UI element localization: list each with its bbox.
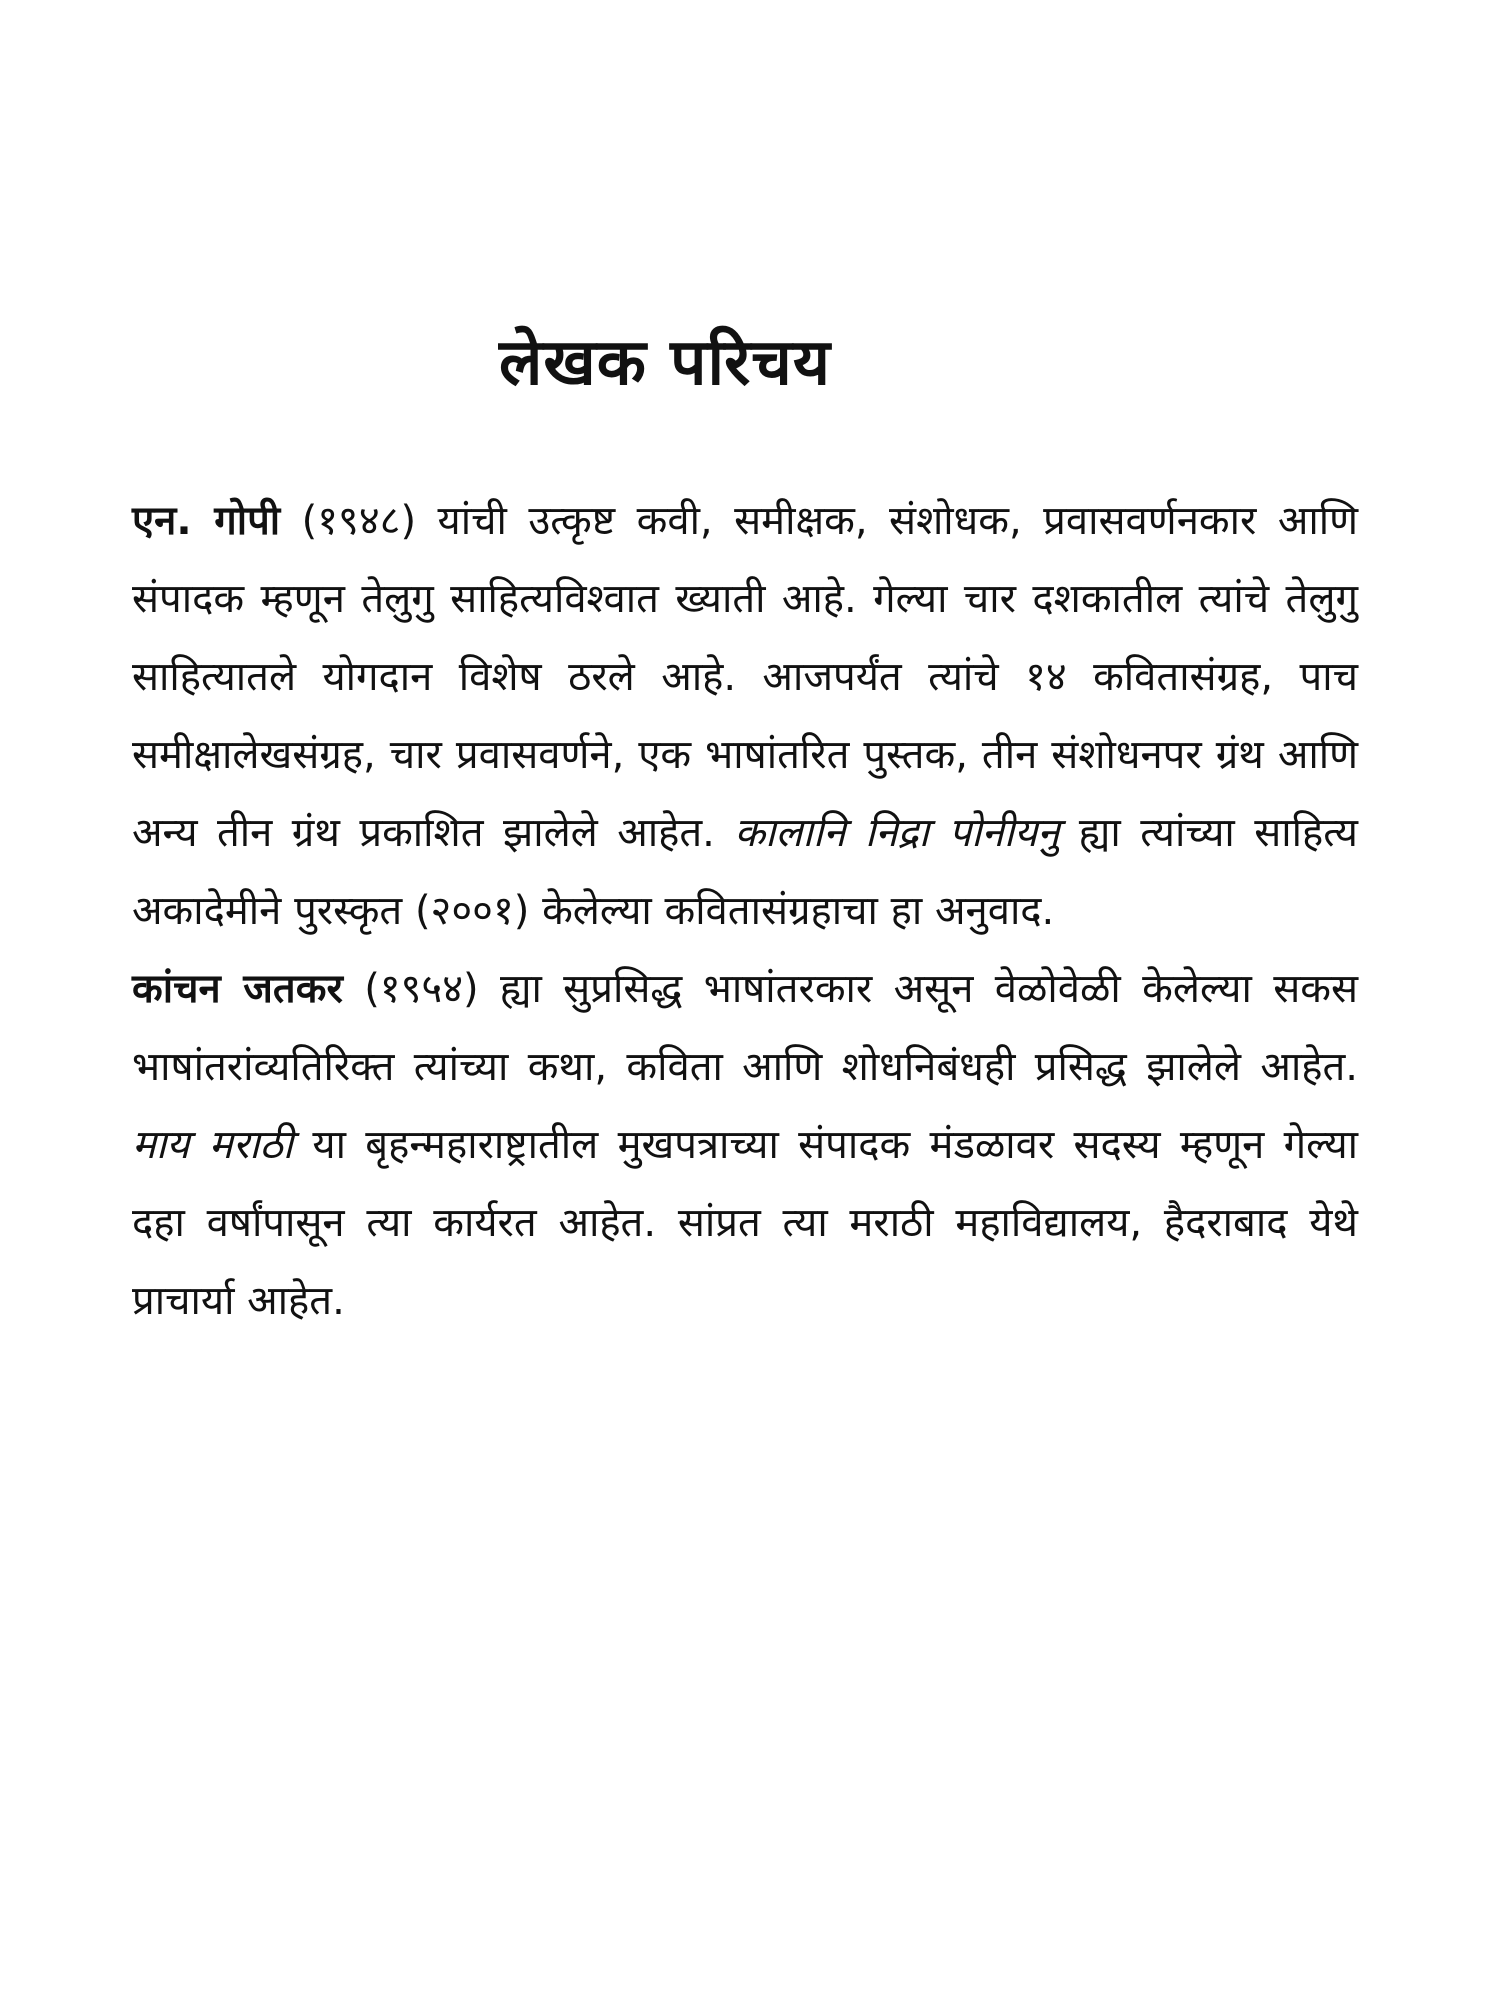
author-bio-text: (१९४८) यांची उत्कृष्ट कवी, समीक्षक, संशोधक, प्रवासवर्णनकार आणि संपादक म्हणून तेलुगु साहित्यविश्वात ख्याती आहे. गेल्या चार दशकातील त्यांचे तेलुगु साहित्यातले योगदान विशेष ठरले आहे. आजपर्यंत त्यांचे १४ कवितासंग्रह, पाच समीक्षालेखसंग्रह, चार प्रवासवर्णने, एक भाषांतरित पुस्तक, तीन संशोधनपर ग्रंथ आणि अन्य तीन ग्रंथ प्रकाशित झालेले आहेत. [132, 498, 1358, 856]
author-bio-text: (१९५४) ह्या सुप्रसिद्ध भाषांतरकार असून वेळोवेळी केलेल्या सकस भाषांतरांव्यतिरिक्त त्यांच्या कथा, कविता आणि शोधनिबंधही प्रसिद्ध झालेले आहेत. [132, 966, 1358, 1090]
author-bios [132, 482, 1358, 1340]
page-title: लेखक परिचय [498, 326, 832, 400]
author-bio-text: या बृहन्महाराष्ट्रातील मुखपत्राच्या संपादक मंडळावर सदस्य म्हणून गेल्या दहा वर्षांपासून त्या कार्यरत आहेत. सांप्रत त्या मराठी महाविद्यालय, हैदराबाद येथे प्राचार्या आहेत. [132, 1122, 1358, 1324]
author-bio-text: ह्या त्यांच्या साहित्य अकादेमीने पुरस्कृत (२००१) केलेल्या कवितासंग्रहाचा हा अनुवाद. [132, 810, 1358, 934]
author-bio-gopi [132, 482, 1358, 950]
book-title: माय मराठी [132, 1122, 294, 1168]
author-bio-jatkar [132, 950, 1358, 1340]
author-name: कांचन जतकर [132, 966, 343, 1012]
author-name: एन. गोपी [132, 498, 281, 544]
book-title: कालानि निद्रा पोनीयनु [734, 810, 1060, 856]
